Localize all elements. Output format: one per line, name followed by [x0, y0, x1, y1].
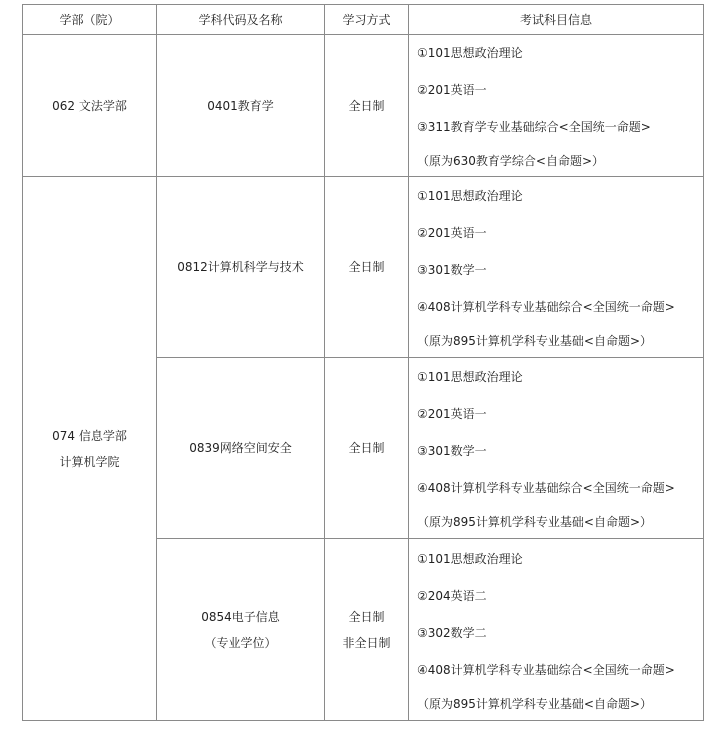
- exam-subject: ④408计算机学科专业基础综合<全国统一命题>: [417, 662, 675, 677]
- study-mode: 全日制: [348, 441, 385, 455]
- department-name: 计算机学院: [59, 454, 120, 469]
- exam-subject: ②201英语一: [417, 226, 487, 240]
- program-cell: [157, 358, 325, 539]
- exam-subjects-cell: [409, 358, 704, 539]
- exam-subjects-cell: [409, 35, 704, 177]
- department-cell: [23, 35, 157, 177]
- study-mode: 非全日制: [342, 635, 391, 650]
- exam-subject: ③311教育学专业基础综合<全国统一命题>: [417, 120, 651, 134]
- header-row: [23, 5, 704, 35]
- exam-subject: ②201英语一: [417, 407, 487, 421]
- program-cell: [157, 177, 325, 358]
- exam-subject: ②204英语二: [417, 588, 487, 603]
- header-study-mode: 学习方式: [325, 5, 409, 35]
- exam-subject: ③301数学一: [417, 263, 487, 277]
- program-degree-type: （专业学位）: [204, 635, 277, 650]
- exam-subject-note: （原为895计算机学科专业基础<自命题>）: [417, 696, 653, 711]
- study-mode-cell: [325, 539, 409, 721]
- exam-subject: ③301数学一: [417, 444, 487, 458]
- exam-subject: ④408计算机学科专业基础综合<全国统一命题>: [417, 481, 675, 495]
- exam-subjects-table: [22, 4, 704, 721]
- exam-subject: ①101思想政治理论: [417, 551, 523, 566]
- exam-subjects-cell: [409, 177, 704, 358]
- exam-subject: ①101思想政治理论: [417, 189, 523, 203]
- program-cell: [157, 539, 325, 721]
- study-mode-cell: [325, 35, 409, 177]
- exam-subject: ①101思想政治理论: [417, 370, 523, 384]
- program-cell: [157, 35, 325, 177]
- program-name: 0839网络空间安全: [189, 441, 292, 455]
- exam-subject-note: （原为895计算机学科专业基础<自命题>）: [417, 334, 653, 348]
- exam-subject: ①101思想政治理论: [417, 46, 523, 60]
- study-mode-cell: [325, 358, 409, 539]
- study-mode: 全日制: [348, 609, 385, 624]
- study-mode-cell: [325, 177, 409, 358]
- study-mode: 全日制: [348, 98, 385, 113]
- program-name: 0812计算机科学与技术: [177, 260, 304, 274]
- exam-subject: ②201英语一: [417, 83, 487, 97]
- program-name: 0401教育学: [207, 98, 274, 113]
- exam-subject-note: （原为630教育学综合<自命题>）: [417, 154, 605, 168]
- study-mode: 全日制: [348, 260, 385, 274]
- department-name: 074 信息学部: [52, 428, 127, 443]
- exam-subjects-cell: [409, 539, 704, 721]
- header-exam-subjects: 考试科目信息: [409, 5, 704, 35]
- table-row: [23, 35, 704, 177]
- exam-subject: ④408计算机学科专业基础综合<全国统一命题>: [417, 300, 675, 314]
- program-name: 0854电子信息: [201, 609, 280, 624]
- department-name: 062 文法学部: [52, 98, 127, 113]
- department-cell: [23, 177, 157, 721]
- exam-subject-note: （原为895计算机学科专业基础<自命题>）: [417, 515, 653, 529]
- header-program: 学科代码及名称: [157, 5, 325, 35]
- table-row: [23, 177, 704, 358]
- exam-subject: ③302数学二: [417, 625, 487, 640]
- header-department: 学部（院）: [23, 5, 157, 35]
